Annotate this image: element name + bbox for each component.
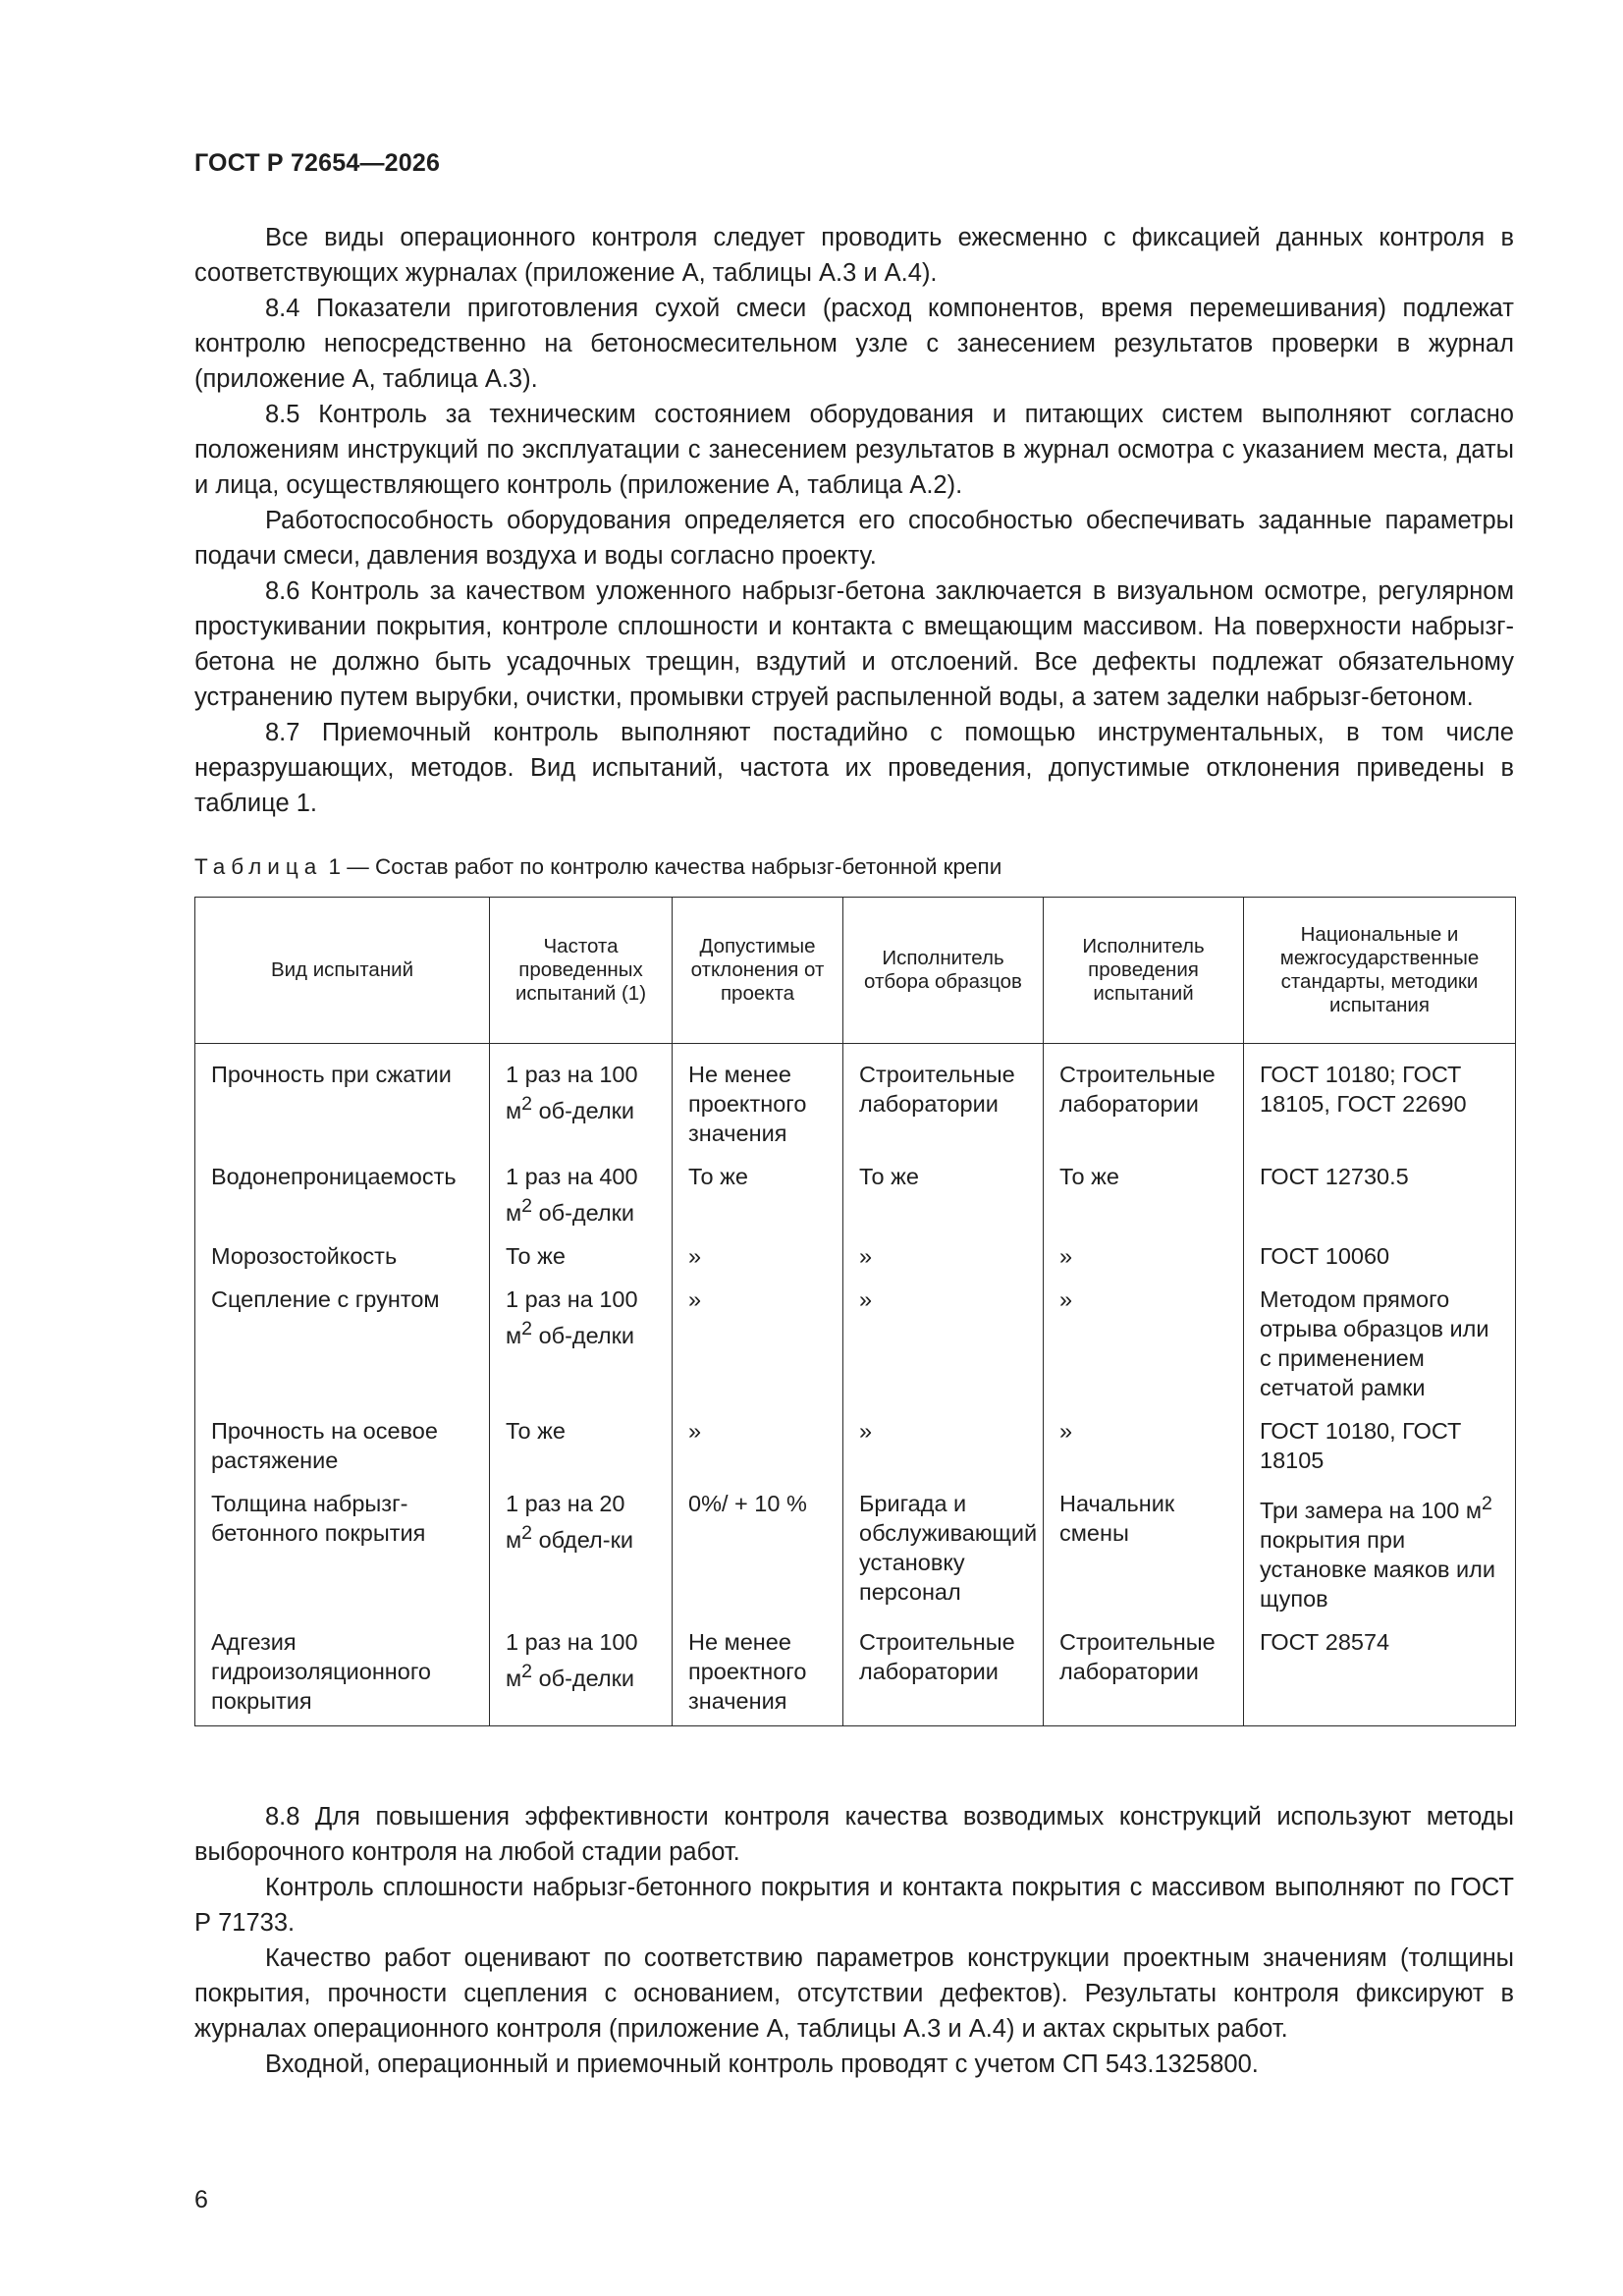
table-row xyxy=(195,1475,1516,1613)
table-caption-label: Таблица xyxy=(194,854,323,879)
table-row xyxy=(195,1228,1516,1271)
cell-test: Водонепроницаемость xyxy=(195,1148,490,1228)
cell-sampler: » xyxy=(843,1271,1044,1402)
cell-frequency: 1 раз на 100 $м^2$ об-делки xyxy=(490,1613,673,1726)
cell-test: Адгезия гидроизоляционного покрытия xyxy=(195,1613,490,1726)
paragraph-8-7: 8.7 Приемочный контроль выполняют постадийно с помощью инструментальных, в том числе неразрушающих, методов. Вид испытаний, частота их проведения, допустимые отклонения приведены в таблице 1. xyxy=(194,719,1514,817)
cell-frequency: 1 раз на 400 $м^2$ об-делки xyxy=(490,1148,673,1228)
cell-sampler: Строительные лаборатории xyxy=(843,1613,1044,1726)
cell-standards: ГОСТ 28574 xyxy=(1244,1613,1516,1726)
cell-tolerance: 0%/ + 10 % xyxy=(673,1475,843,1613)
cell-tester: Строительные лаборатории xyxy=(1044,1613,1244,1726)
paragraph: Контроль сплошности набрызг-бетонного покрытия и контакта покрытия с массивом выполняют по ГОСТ Р 71733. xyxy=(194,1874,1514,1937)
cell-tester: Начальник смены xyxy=(1044,1475,1244,1613)
table-header-row xyxy=(195,898,1516,1044)
column-header-test-type: Вид испытаний xyxy=(195,898,490,1044)
paragraph: Все виды операционного контроля следует проводить ежесменно с фиксацией данных контроля в соответствующих журналах (приложение А, таблицы А.3 и А.4). xyxy=(194,224,1514,287)
cell-sampler: » xyxy=(843,1228,1044,1271)
paragraph-8-6: 8.6 Контроль за качеством уложенного набрызг-бетона заключается в визуальном осмотре, регулярном простукивании покрытия, контроле сплошности и контакта с вмещающим массивом. На поверхности набрызг-бетона не должно быть усадочных трещин, вздутий и отслоений. Все дефекты подлежат обязательному устранению путем вырубки, очистки, промывки струей распыленной воды, а затем заделки набрызг-бетоном. xyxy=(194,577,1514,711)
cell-standards: ГОСТ 10060 xyxy=(1244,1228,1516,1271)
table-row xyxy=(195,1271,1516,1402)
cell-test: Толщина набрызг-бетонного покрытия xyxy=(195,1475,490,1613)
quality-control-table xyxy=(194,897,1516,1726)
column-header-standards: Национальные и межгосударственные стандарты, методики испытания xyxy=(1244,898,1516,1044)
cell-frequency: То же xyxy=(490,1402,673,1475)
cell-tolerance: То же xyxy=(673,1148,843,1228)
cell-frequency: 1 раз на 20 $м^2$ обдел-ки xyxy=(490,1475,673,1613)
cell-tolerance: » xyxy=(673,1271,843,1402)
page-number: 6 xyxy=(194,2186,208,2214)
paragraph-8-8: 8.8 Для повышения эффективности контроля качества возводимых конструкций используют методы выборочного контроля на любой стадии работ. xyxy=(194,1803,1514,1866)
cell-tester: » xyxy=(1044,1228,1244,1271)
column-header-tolerance: Допустимые отклонения от проекта xyxy=(673,898,843,1044)
cell-tester: » xyxy=(1044,1402,1244,1475)
cell-sampler: Строительные лаборатории xyxy=(843,1044,1044,1149)
cell-standards: ГОСТ 10180; ГОСТ 18105, ГОСТ 22690 xyxy=(1244,1044,1516,1149)
cell-test: Сцепление с грунтом xyxy=(195,1271,490,1402)
body-text-bottom xyxy=(194,1799,1514,2082)
cell-tolerance: Не менее проектного значения xyxy=(673,1613,843,1726)
column-header-sampler: Исполнитель отбора образцов xyxy=(843,898,1044,1044)
paragraph: Качество работ оценивают по соответствию параметров конструкции проектным значениям (толщины покрытия, прочности сцепления с основанием, отсутствии дефектов). Результаты контроля фиксируют в журналах операционного контроля (приложение А, таблицы А.3 и А.4) и актах скрытых работ. xyxy=(194,1944,1514,2043)
cell-tester: То же xyxy=(1044,1148,1244,1228)
column-header-frequency: Частота проведенных испытаний (1) xyxy=(490,898,673,1044)
table-row xyxy=(195,1148,1516,1228)
cell-sampler: Бригада и обслуживающий установку персонал xyxy=(843,1475,1044,1613)
paragraph-8-5: 8.5 Контроль за техническим состоянием оборудования и питающих систем выполняют согласно положениям инструкций по эксплуатации с занесением результатов в журнал осмотра с указанием места, даты и лица, осуществляющего контроль (приложение А, таблица А.2). xyxy=(194,401,1514,499)
cell-tester: Строительные лаборатории xyxy=(1044,1044,1244,1149)
cell-frequency: 1 раз на 100 $м^2$ об-делки xyxy=(490,1271,673,1402)
table-row xyxy=(195,1402,1516,1475)
table-row xyxy=(195,1044,1516,1149)
cell-tolerance: Не менее проектного значения xyxy=(673,1044,843,1149)
cell-test: Прочность при сжатии xyxy=(195,1044,490,1149)
cell-tolerance: » xyxy=(673,1402,843,1475)
table-row xyxy=(195,1613,1516,1726)
paragraph: Входной, операционный и приемочный контроль проводят с учетом СП 543.1325800. xyxy=(265,2050,1259,2078)
body-text-top xyxy=(194,220,1514,821)
cell-test: Прочность на осевое растяжение xyxy=(195,1402,490,1475)
cell-sampler: То же xyxy=(843,1148,1044,1228)
cell-tester: » xyxy=(1044,1271,1244,1402)
cell-frequency: 1 раз на 100 $м^2$ об-делки xyxy=(490,1044,673,1149)
table-caption-text: 1 — Состав работ по контролю качества набрызг-бетонной крепи xyxy=(322,854,1002,879)
cell-sampler: » xyxy=(843,1402,1044,1475)
cell-standards: Методом прямого отрыва образцов или с применением сетчатой рамки xyxy=(1244,1271,1516,1402)
cell-test: Морозостойкость xyxy=(195,1228,490,1271)
cell-frequency: То же xyxy=(490,1228,673,1271)
cell-standards: Три замера на 100 $м^2$ покрытия при установке маяков или щупов xyxy=(1244,1475,1516,1613)
paragraph: Работоспособность оборудования определяется его способностью обеспечивать заданные параметры подачи смеси, давления воздуха и воды согласно проекту. xyxy=(194,507,1514,570)
document-header: ГОСТ Р 72654—2026 xyxy=(194,149,441,177)
cell-tolerance: » xyxy=(673,1228,843,1271)
paragraph-8-4: 8.4 Показатели приготовления сухой смеси (расход компонентов, время перемешивания) подлежат контролю непосредственно на бетоносмесительном узле с занесением результатов проверки в журнал (приложение А, таблица А.3). xyxy=(194,295,1514,393)
cell-standards: ГОСТ 12730.5 xyxy=(1244,1148,1516,1228)
column-header-tester: Исполнитель проведения испытаний xyxy=(1044,898,1244,1044)
cell-standards: ГОСТ 10180, ГОСТ 18105 xyxy=(1244,1402,1516,1475)
table-caption xyxy=(194,854,1001,880)
